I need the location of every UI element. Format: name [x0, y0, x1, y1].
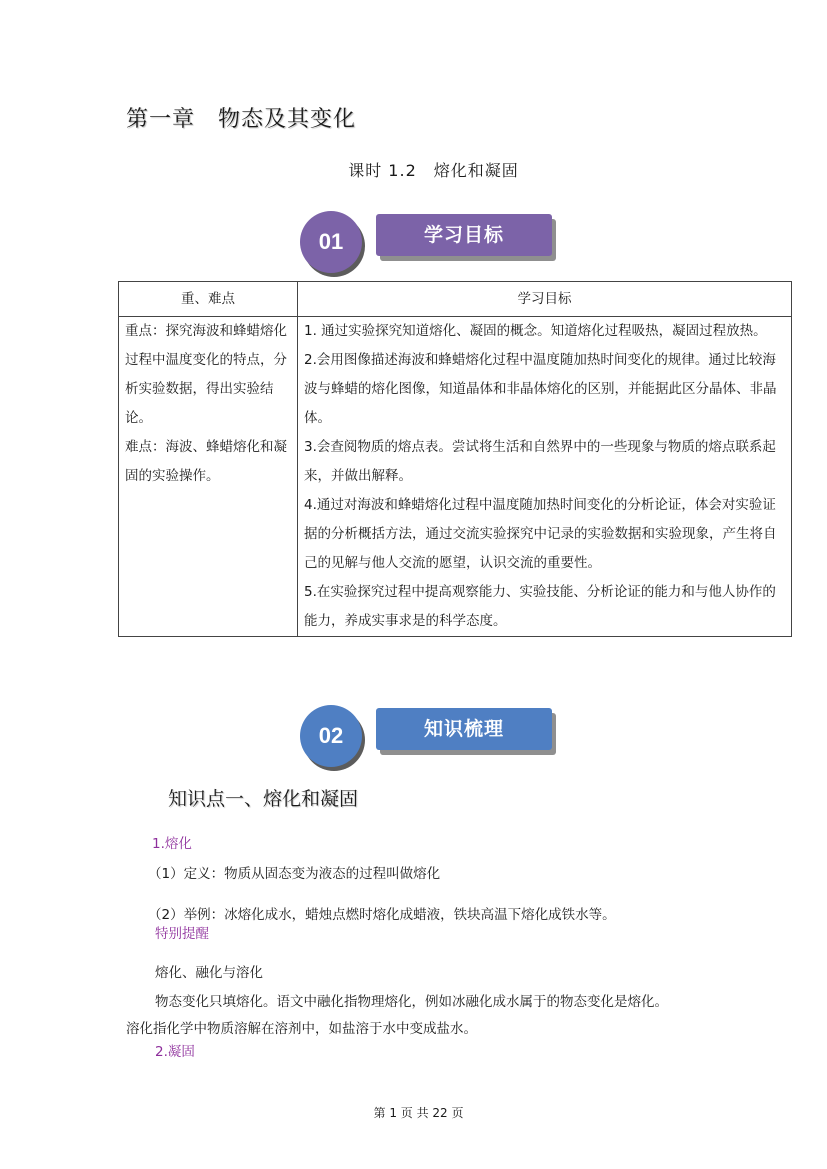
section-label: 知识梳理 — [376, 708, 552, 750]
section-number-badge: 01 — [300, 211, 362, 273]
chapter-title: 第一章 物态及其变化 — [126, 107, 357, 132]
key-point: 重点：探究海波和蜂蜡熔化过程中温度变化的特点，分析实验数据，得出实验结论。 — [125, 323, 287, 426]
goal-item: 4.通过对海波和蜂蜡熔化过程中温度随加热时间变化的分析论证，体会对实验证据的分析概括方法，通过交流实验探究中记录的实验数据和实验现象，产生将自己的见解与他人交流的愿望，认识交流的重要性。 — [304, 497, 777, 571]
lesson-title: 课时 1.2 熔化和凝固 — [348, 161, 519, 180]
tip-text: 物态变化只填熔化。语文中融化指物理熔化，例如冰融化成水属于的物态变化是熔化。 — [155, 994, 668, 1010]
goal-item: 5.在实验探究过程中提高观察能力、实验技能、分析论证的能力和与他人协作的能力，养成实事求是的科学态度。 — [304, 584, 776, 629]
goal-item: 1. 通过实验探究知道熔化、凝固的概念。知道熔化过程吸热，凝固过程放热。 — [304, 323, 767, 339]
goal-item: 2.会用图像描述海波和蜂蜡熔化过程中温度随加热时间变化的规律。通过比较海波与蜂蜡的熔化图像，知道晶体和非晶体熔化的区别，并能据此区分晶体、非晶体。 — [304, 352, 777, 426]
header-goals: 学习目标 — [298, 282, 792, 317]
tip-title: 熔化、融化与溶化 — [155, 965, 263, 981]
definition-text: （1）定义：物质从固态变为液态的过程叫做熔化 — [148, 866, 441, 882]
page-footer: 第 1 页 共 22 页 — [373, 1106, 464, 1120]
section-banner-knowledge — [300, 700, 560, 770]
header-key-points: 重、难点 — [119, 282, 298, 317]
learning-goals-table — [118, 281, 792, 637]
knowledge-point-title: 知识点一、熔化和凝固 — [168, 788, 359, 810]
goals-cell — [298, 317, 792, 637]
section-label: 学习目标 — [376, 214, 552, 256]
subsection-heading-solidification: 2.凝固 — [155, 1044, 195, 1060]
table-row — [119, 317, 792, 637]
subsection-heading-melting: 1.熔化 — [152, 836, 192, 852]
section-number-badge: 02 — [300, 705, 362, 767]
goal-item: 3.会查阅物质的熔点表。尝试将生活和自然界中的一些现象与物质的熔点联系起来，并做出解释。 — [304, 439, 776, 484]
table-header-row — [119, 282, 792, 317]
tip-heading: 特别提醒 — [155, 926, 209, 942]
example-text: （2）举例：冰熔化成水，蜡烛点燃时熔化成蜡液，铁块高温下熔化成铁水等。 — [148, 907, 616, 923]
tip-text: 溶化指化学中物质溶解在溶剂中，如盐溶于水中变成盐水。 — [126, 1021, 477, 1037]
key-points-cell — [119, 317, 298, 637]
section-banner-goals — [300, 206, 560, 276]
difficult-point: 难点：海波、蜂蜡熔化和凝固的实验操作。 — [125, 439, 287, 484]
